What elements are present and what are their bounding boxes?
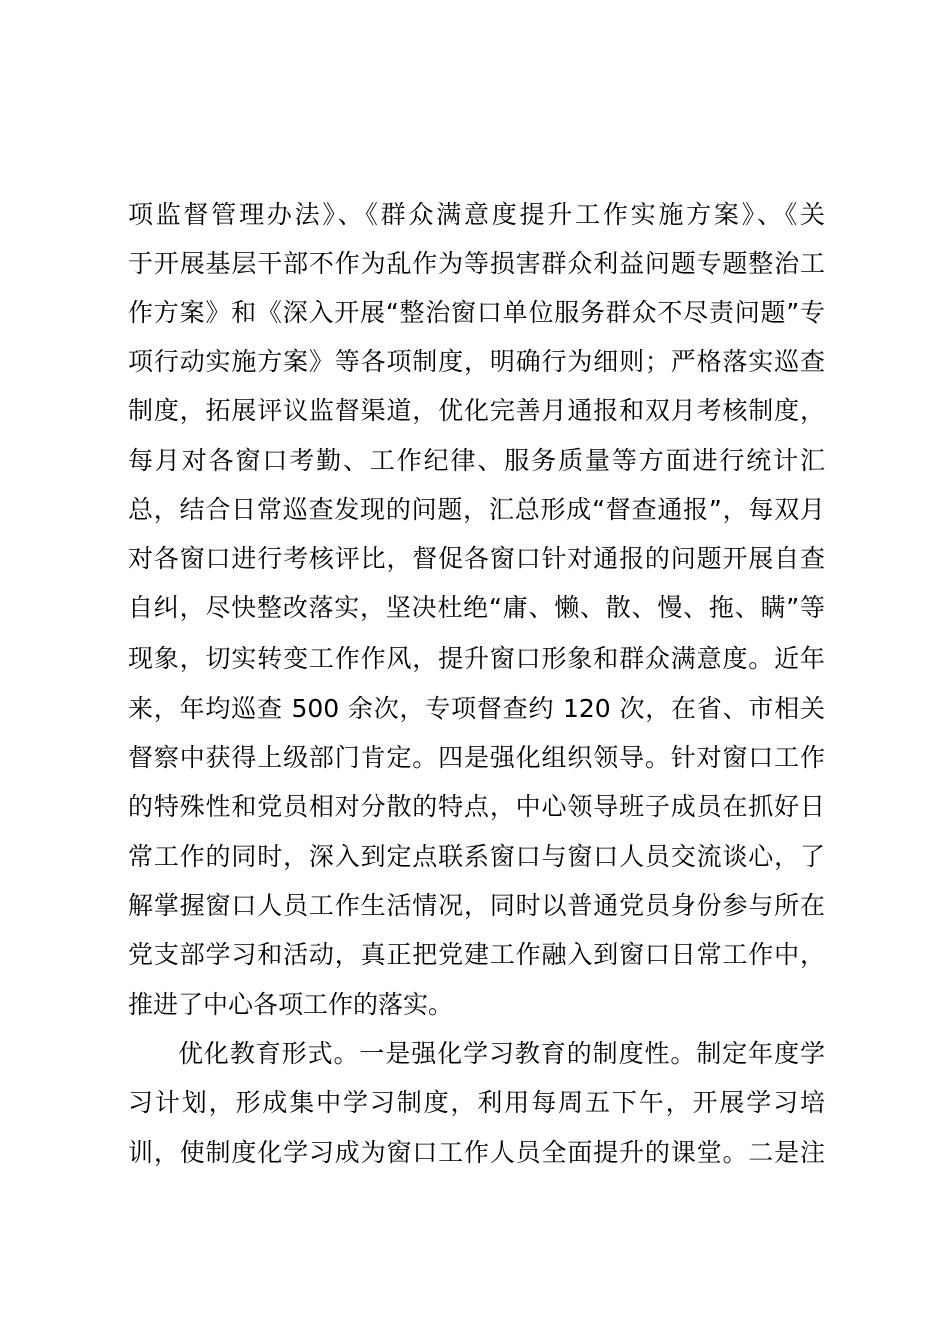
paragraph-line: 项监督管理办法》、《群众满意度提升工作实施方案》、《关 — [128, 200, 825, 229]
paragraph-line: 党支部学习和活动，真正把党建工作融入到窗口日常工作中， — [128, 940, 825, 969]
paragraph-line: 制度，拓展评议监督渠道，优化完善月通报和双月考核制度， — [128, 396, 825, 425]
paragraph-line: 总，结合日常巡查发现的问题，汇总形成“督查通报”，每双月 — [128, 495, 825, 524]
paragraph-line: 作方案》和《深入开展“整治窗口单位服务群众不尽责问题”专 — [128, 298, 825, 327]
paragraph-line: 于开展基层干部不作为乱作为等损害群众利益问题专题整治工 — [128, 249, 825, 278]
paragraph-line: 推进了中心各项工作的落实。 — [128, 990, 454, 1019]
paragraph-line: 每月对各窗口考勤、工作纪律、服务质量等方面进行统计汇 — [128, 446, 825, 475]
paragraph-line: 优化教育形式。一是强化学习教育的制度性。制定年度学 — [178, 1039, 825, 1068]
paragraph-line: 自纠，尽快整改落实，坚决杜绝“庸、懒、散、慢、拖、瞒”等 — [128, 593, 825, 622]
paragraph-line: 现象，切实转变工作作风，提升窗口形象和群众满意度。近年 — [128, 644, 825, 673]
paragraph-line: 来，年均巡查 500 余次，专项督查约 120 次，在省、市相关 — [128, 694, 825, 723]
paragraph-line: 项行动实施方案》等各项制度，明确行为细则；严格落实巡查 — [128, 347, 825, 376]
paragraph-line: 的特殊性和党员相对分散的特点，中心领导班子成员在抓好日 — [128, 792, 825, 821]
paragraph-line: 对各窗口进行考核评比，督促各窗口针对通报的问题开展自查 — [128, 544, 825, 573]
paragraph-line: 解掌握窗口人员工作生活情况，同时以普通党员身份参与所在 — [128, 891, 825, 920]
paragraph-line: 习计划，形成集中学习制度，利用每周五下午，开展学习培 — [128, 1088, 825, 1117]
paragraph-line: 常工作的同时，深入到定点联系窗口与窗口人员交流谈心，了 — [128, 842, 825, 871]
paragraph-line: 督察中获得上级部门肯定。四是强化组织领导。针对窗口工作 — [128, 743, 825, 772]
paragraph-line: 训，使制度化学习成为窗口工作人员全面提升的课堂。二是注 — [128, 1138, 825, 1167]
